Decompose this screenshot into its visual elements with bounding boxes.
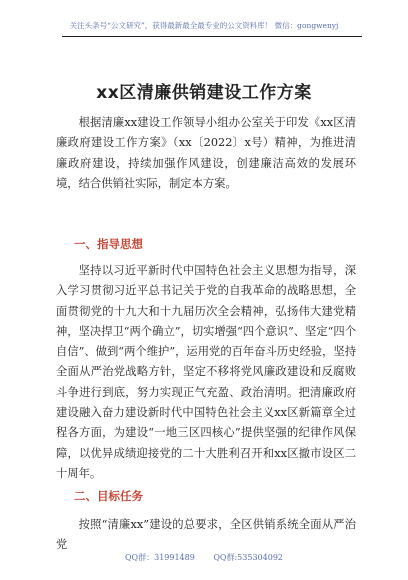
section-heading-guiding-thought: 一、指导思想 bbox=[74, 237, 143, 251]
header-divider bbox=[62, 36, 362, 37]
footer-qq-group-1: QQ群：31991489 bbox=[124, 553, 195, 562]
footer-qq-group-2: QQ群:535304092 bbox=[213, 553, 283, 562]
guiding-thought-paragraph: 坚持以习近平新时代中国特色社会主义思想为指导，深入学习贯彻习近平总书记关于党的自我革命的战略思想，全面贯彻党的十九大和十九届历次全会精神，弘扬伟大建党精神，坚决捍卫“两个确立”，切实增强“四个意识”、坚定“四个自信”、做到“两个维护”，运用党的百年奋斗历史经验，坚持全面从严治党战略方针，坚定不移将党风廉政建设和反腐败斗争进行到底，努力实现正气充盈、政治清明。把清廉政府建设融入奋力建设新时代中国特色社会主义xx区新篇章全过程各方面，为建设“一地三区四核心”提供坚强的纪律作风保障，以优异成绩迎接党的二十大胜利召开和xx区撤市设区二十周年。 bbox=[56, 264, 357, 480]
document-title: xx区清廉供销建设工作方案 bbox=[96, 83, 312, 103]
goals-paragraph: 按照“清廉xx”建设的总要求，全区供销系统全面从严治党 bbox=[56, 518, 356, 552]
intro-paragraph: 根据清廉xx建设工作领导小组办公室关于印发《xx区清廉政府建设工作方案》（xx〔2022〕x号）精神，为推进清廉政府建设，持续加强作风建设，创建廉洁高效的发展环境，结合供销社实际，制定本方案。 bbox=[56, 116, 356, 190]
footer bbox=[0, 552, 408, 563]
section-heading-goals: 二、目标任务 bbox=[74, 489, 143, 503]
header-banner: 关注头条号“公文研究”，获得最新最全最专业的公文资料库！ 微信：gongwenyj bbox=[69, 21, 339, 30]
